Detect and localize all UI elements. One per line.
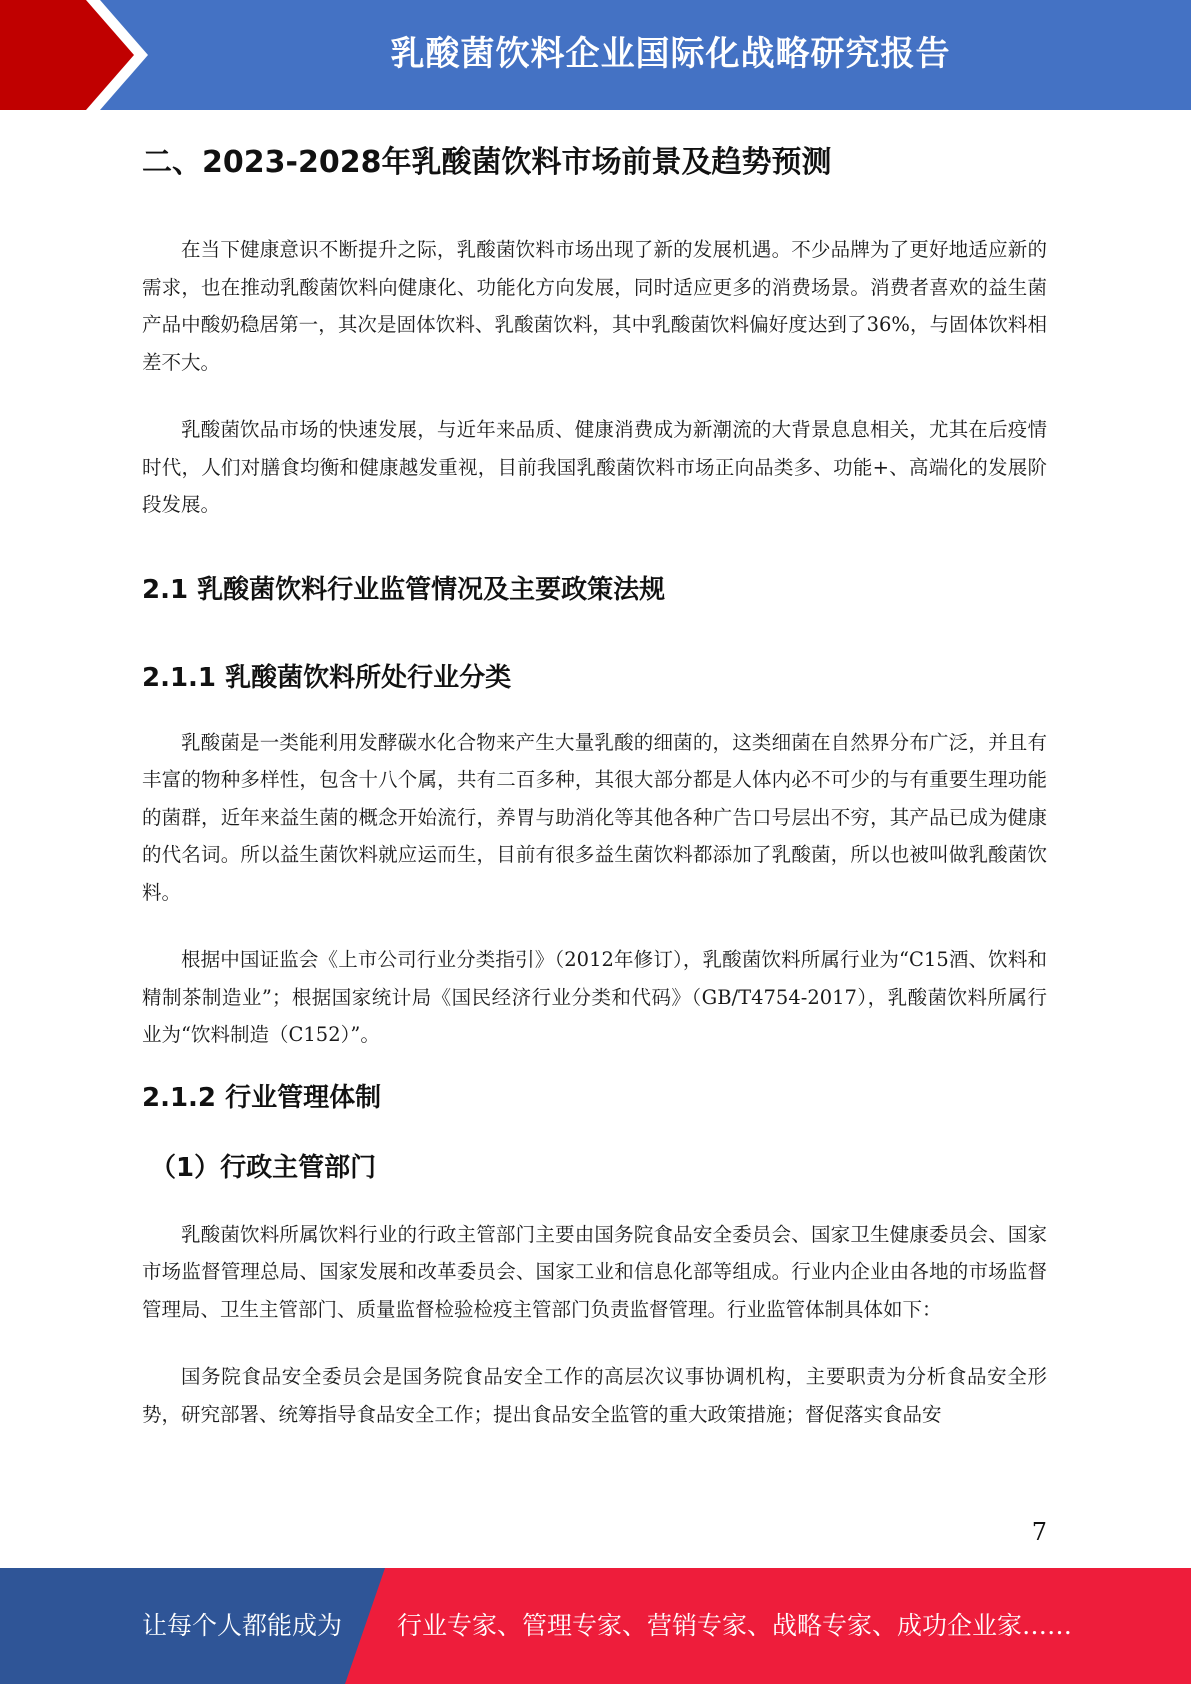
paragraph: 乳酸菌饮品市场的快速发展，与近年来品质、健康消费成为新潮流的大背景息息相关，尤其在后疫情时代，人们对膳食均衡和健康越发重视，目前我国乳酸菌饮料市场正向品类多、功能+、高端化的发展阶段发展。 (142, 418, 1047, 516)
footer-slogan-right: 行业专家、管理专家、营销专家、战略专家、成功企业家…… (397, 1611, 1073, 1640)
section-title: 二、2023-2028年乳酸菌饮料市场前景及趋势预测 (142, 145, 832, 180)
footer-slogan-left: 让每个人都能成为 (142, 1611, 343, 1640)
item-heading: （1）行政主管部门 (150, 1152, 377, 1183)
page-number: 7 (1031, 1518, 1047, 1546)
subsection-heading-2-1: 2.1 乳酸菌饮料行业监管情况及主要政策法规 (142, 574, 666, 605)
subsection-heading-2-1-1: 2.1.1 乳酸菌饮料所处行业分类 (142, 662, 512, 693)
header-banner (0, 0, 1191, 110)
paragraph: 国务院食品安全委员会是国务院食品安全工作的高层次议事协调机构，主要职责为分析食品安全形势，研究部署、统筹指导食品安全工作；提出食品安全监管的重大政策措施；督促落实食品安 (142, 1365, 1047, 1426)
red-chevron-icon (0, 0, 160, 110)
footer-banner (0, 1568, 1191, 1684)
page-content (142, 110, 1047, 1433)
paragraph: 在当下健康意识不断提升之际，乳酸菌饮料市场出现了新的发展机遇。不少品牌为了更好地适应新的需求，也在推动乳酸菌饮料向健康化、功能化方向发展，同时适应更多的消费场景。消费者喜欢的益生菌产品中酸奶稳居第一，其次是固体饮料、乳酸菌饮料，其中乳酸菌饮料偏好度达到了36%，与固体饮料相差不大。 (142, 238, 1047, 374)
paragraph: 根据中国证监会《上市公司行业分类指引》（2012年修订），乳酸菌饮料所属行业为“C15酒、饮料和精制茶制造业”；根据国家统计局《国民经济行业分类和代码》（GB/T4754-2017），乳酸菌饮料所属行业为“饮料制造（C152）”。 (142, 948, 1047, 1046)
paragraph: 乳酸菌是一类能利用发酵碳水化合物来产生大量乳酸的细菌的，这类细菌在自然界分布广泛，并且有丰富的物种多样性，包含十八个属，共有二百多种，其很大部分都是人体内必不可少的与有重要生理功能的菌群，近年来益生菌的概念开始流行，养胃与助消化等其他各种广告口号层出不穷，其产品已成为健康的代名词。所以益生菌饮料就应运而生，目前有很多益生菌饮料都添加了乳酸菌，所以也被叫做乳酸菌饮料。 (142, 730, 1047, 904)
subsection-heading-2-1-2: 2.1.2 行业管理体制 (142, 1082, 382, 1113)
paragraph: 乳酸菌饮料所属饮料行业的行政主管部门主要由国务院食品安全委员会、国家卫生健康委员会、国家市场监督管理总局、国家发展和改革委员会、国家工业和信息化部等组成。行业内企业由各地的市场监督管理局、卫生主管部门、质量监督检验检疫主管部门负责监督管理。行业监管体制具体如下： (142, 1222, 1047, 1321)
report-title: 乳酸菌饮料企业国际化战略研究报告 (390, 34, 951, 74)
